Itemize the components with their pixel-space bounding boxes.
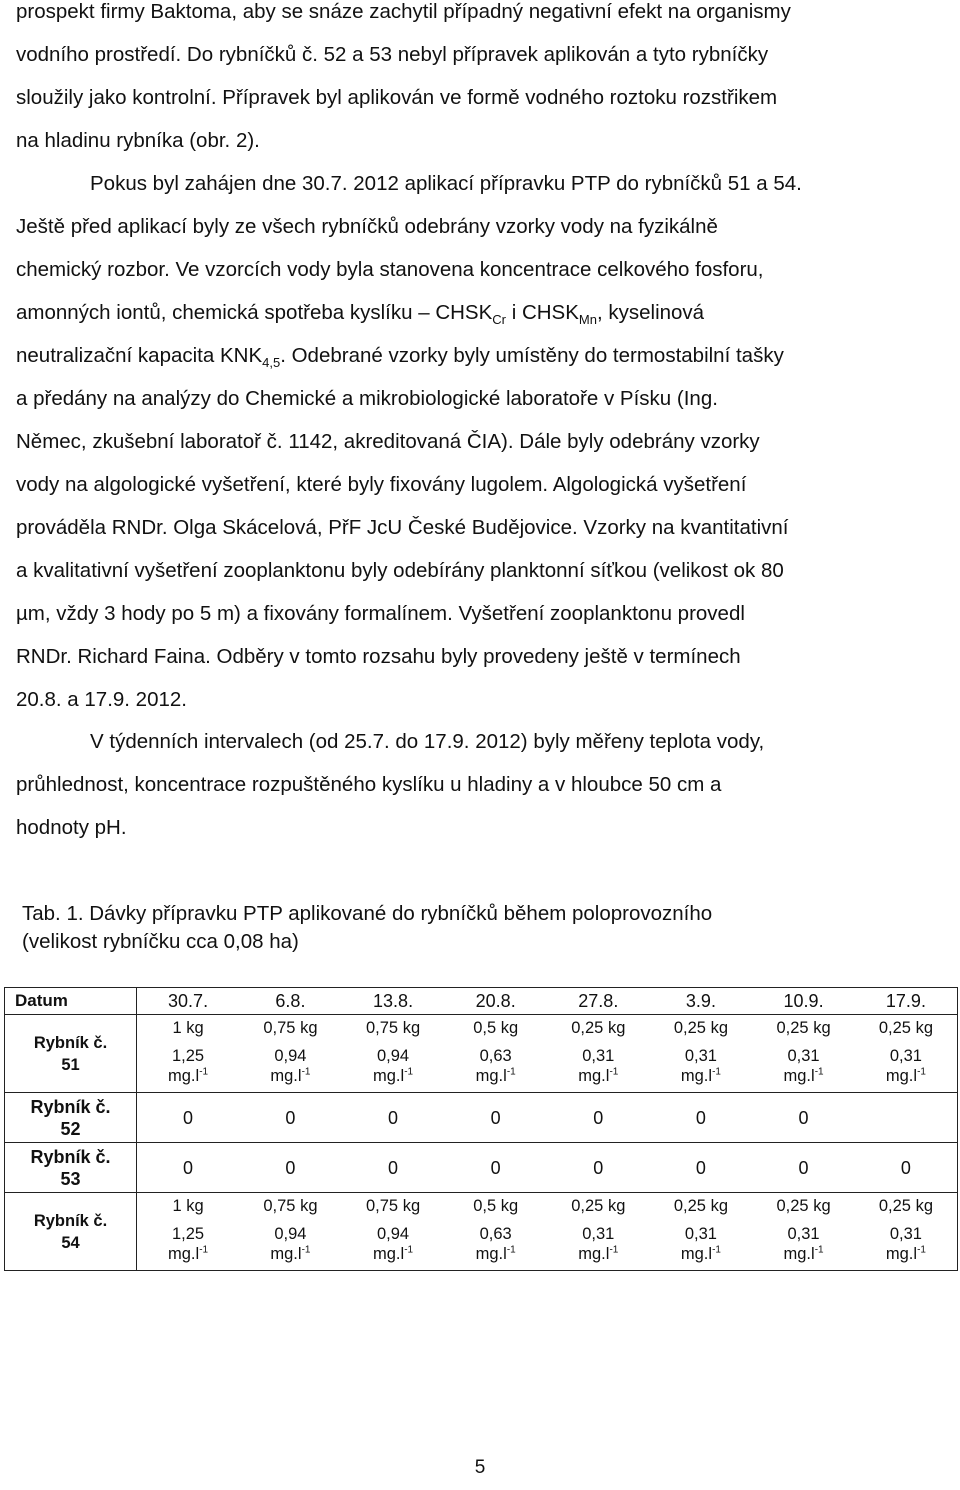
dose-zero-cell: 0 (444, 1093, 547, 1143)
conc-unit: $mg.l^{-1}$ (680, 1066, 721, 1086)
dose-zero-cell: 0 (239, 1143, 342, 1193)
conc-unit: $mg.l^{-1}$ (783, 1244, 824, 1264)
dose-zero-cell: 0 (342, 1093, 445, 1143)
text-line: a předány na analýzy do Chemické a mikrobiologické laboratoře v Písku (Ing. (16, 387, 718, 410)
dose-conc-cell (342, 1041, 445, 1093)
conc-value: 0,94 (274, 1047, 307, 1066)
conc-unit: $mg.l^{-1}$ (168, 1244, 209, 1264)
dose-kg-cell: 0,5 kg (444, 1193, 547, 1219)
conc-value: 0,94 (377, 1225, 410, 1244)
conc-unit: $mg.l^{-1}$ (475, 1066, 516, 1086)
row-label-pond-53 (5, 1143, 137, 1193)
dose-zero-cell: 0 (650, 1143, 753, 1193)
dose-zero-cell (855, 1093, 958, 1143)
row-label-line: 54 (61, 1233, 80, 1252)
dose-conc-cell (752, 1219, 855, 1271)
conc-unit: $mg.l^{-1}$ (885, 1066, 926, 1086)
text-line: chemický rozbor. Ve vzorcích vody byla stanovena koncentrace celkového fosforu, (16, 258, 764, 281)
table-row (5, 1041, 958, 1093)
paragraph-methods (16, 0, 955, 721)
text-line: vodního prostředí. Do rybníčků č. 52 a 53 nebyl přípravek aplikován a tyto rybníčky (16, 43, 769, 66)
dose-conc-cell (650, 1041, 753, 1093)
dose-kg-cell: 0,25 kg (650, 1193, 753, 1219)
text-span: , kyselinová (596, 301, 705, 324)
table-caption (22, 900, 922, 956)
text-line: vody na algologické vyšetření, které byly fixovány lugolem. Algologická vyšetření (16, 473, 747, 496)
dose-conc-cell (650, 1219, 753, 1271)
date-header: 13.8. (342, 988, 445, 1015)
conc-value: 0,31 (582, 1047, 615, 1066)
conc-value: 0,31 (684, 1047, 717, 1066)
conc-unit: $mg.l^{-1}$ (373, 1244, 414, 1264)
paragraph-measurements (16, 720, 955, 849)
text-line (16, 334, 955, 377)
text-line: prospekt firmy Baktoma, aby se snáze zachytil případný negativní efekt na organismy (16, 0, 791, 23)
dose-conc-cell (855, 1219, 958, 1271)
table-header-row (5, 988, 958, 1015)
text-line (16, 291, 955, 334)
conc-unit: $mg.l^{-1}$ (475, 1244, 516, 1264)
conc-unit: $mg.l^{-1}$ (578, 1244, 619, 1264)
date-header: 20.8. (444, 988, 547, 1015)
dose-kg-cell: 0,25 kg (547, 1193, 650, 1219)
dose-conc-cell (137, 1041, 240, 1093)
dose-kg-cell: 1 kg (137, 1193, 240, 1219)
conc-unit: $mg.l^{-1}$ (270, 1066, 311, 1086)
dose-kg-cell: 0,25 kg (776, 1018, 831, 1037)
text-line: RNDr. Richard Faina. Odběry v tomto rozsahu byly provedeny ještě v termínech (16, 645, 741, 668)
dose-conc-cell (342, 1219, 445, 1271)
table-row (5, 1193, 958, 1219)
conc-value: 0,31 (889, 1225, 922, 1244)
conc-value: 0,94 (377, 1047, 410, 1066)
subscript: Cr (492, 312, 506, 328)
dose-zero-cell: 0 (752, 1143, 855, 1193)
text-line: hodnoty pH. (16, 816, 127, 839)
table-row (5, 1093, 958, 1143)
text-span: Pokus byl zahájen dne 30.7. 2012 aplikací přípravku PTP do rybníčků 51 a 54. (90, 172, 802, 195)
dose-kg-cell: 0,25 kg (752, 1193, 855, 1219)
dose-conc-cell (239, 1041, 342, 1093)
row-label-line: 51 (61, 1055, 80, 1074)
conc-value: 0,94 (274, 1225, 307, 1244)
dose-zero-cell: 0 (137, 1143, 240, 1193)
date-header: 6.8. (239, 988, 342, 1015)
row-label-line: 52 (60, 1118, 81, 1139)
conc-value: 0,31 (787, 1047, 820, 1066)
date-header: 30.7. (137, 988, 240, 1015)
conc-value: 0,31 (787, 1225, 820, 1244)
conc-unit: $mg.l^{-1}$ (270, 1244, 311, 1264)
text-line: průhlednost, koncentrace rozpuštěného kyslíku u hladiny a v hloubce 50 cm a (16, 773, 722, 796)
dose-conc-cell (547, 1041, 650, 1093)
date-header: 10.9. (752, 988, 855, 1015)
dose-conc-cell (855, 1041, 958, 1093)
subscript: Mn (578, 312, 597, 328)
dose-zero-cell: 0 (650, 1093, 753, 1143)
subscript: 4,5 (262, 355, 281, 371)
conc-value: 1,25 (172, 1047, 205, 1066)
header-date-label: Datum (5, 988, 137, 1015)
dose-conc-cell (137, 1219, 240, 1271)
text-line: Němec, zkušební laboratoř č. 1142, akreditovaná ČIA). Dále byly odebrány vzorky (16, 430, 760, 453)
text-span: neutralizační kapacita KNK (16, 344, 263, 367)
conc-unit: $mg.l^{-1}$ (885, 1244, 926, 1264)
row-label-pond-54 (5, 1193, 137, 1271)
row-label-pond-52 (5, 1093, 137, 1143)
dose-conc-cell (239, 1219, 342, 1271)
dose-kg-cell: 0,25 kg (673, 1018, 728, 1037)
dose-kg-cell: 0,75 kg (263, 1018, 318, 1037)
text-line: a kvalitativní vyšetření zooplanktonu byly odebírány planktonní síťkou (velikost ok 80 (16, 559, 784, 582)
dose-zero-cell: 0 (855, 1143, 958, 1193)
dose-kg-cell: 0,75 kg (239, 1193, 342, 1219)
dose-conc-cell (752, 1041, 855, 1093)
dose-zero-cell: 0 (547, 1093, 650, 1143)
text-line: na hladinu rybníka (obr. 2). (16, 129, 260, 152)
caption-line: Tab. 1. Dávky přípravku PTP aplikované do rybníčků během poloprovozního (22, 902, 713, 925)
dose-kg-cell: 0,25 kg (855, 1193, 958, 1219)
date-header: 27.8. (547, 988, 650, 1015)
dose-kg-cell: 0,25 kg (571, 1018, 626, 1037)
conc-unit: $mg.l^{-1}$ (373, 1066, 414, 1086)
conc-unit: $mg.l^{-1}$ (783, 1066, 824, 1086)
conc-unit: $mg.l^{-1}$ (578, 1066, 619, 1086)
dose-kg-cell: 0,75 kg (366, 1018, 421, 1037)
text-line (16, 162, 955, 205)
caption-line: (velikost rybníčku cca 0,08 ha) (22, 930, 299, 953)
dose-zero-cell: 0 (752, 1093, 855, 1143)
row-label-line: Rybník č. (30, 1146, 111, 1167)
conc-unit: $mg.l^{-1}$ (168, 1066, 209, 1086)
conc-value: 0,31 (684, 1225, 717, 1244)
row-label-line: Rybník č. (33, 1033, 108, 1052)
row-label-line: Rybník č. (33, 1211, 108, 1230)
table-row (5, 1219, 958, 1271)
dose-zero-cell: 0 (444, 1143, 547, 1193)
dose-zero-cell: 0 (239, 1093, 342, 1143)
dose-kg-cell: 1 kg (172, 1018, 204, 1037)
dose-zero-cell: 0 (137, 1093, 240, 1143)
text-span: amonných iontů, chemická spotřeba kyslíku – CHSK (16, 301, 493, 324)
date-header: 17.9. (855, 988, 958, 1015)
row-label-line: Rybník č. (30, 1096, 111, 1117)
text-line (16, 720, 955, 763)
conc-value: 0,31 (889, 1047, 922, 1066)
text-span: V týdenních intervalech (od 25.7. do 17.9. 2012) byly měřeny teplota vody, (90, 730, 765, 753)
row-label-pond-51 (5, 1015, 137, 1093)
text-line: sloužily jako kontrolní. Přípravek byl aplikován ve formě vodného roztoku rozstřikem (16, 86, 778, 109)
dose-kg-cell: 0,75 kg (342, 1193, 445, 1219)
dose-zero-cell: 0 (342, 1143, 445, 1193)
conc-value: 0,63 (479, 1047, 512, 1066)
dose-conc-cell (444, 1041, 547, 1093)
conc-value: 0,31 (582, 1225, 615, 1244)
row-label-line: 53 (60, 1168, 81, 1189)
text-span: i CHSK (506, 301, 579, 324)
conc-unit: $mg.l^{-1}$ (680, 1244, 721, 1264)
text-line: µm, vždy 3 hody po 5 m) a fixovány formalínem. Vyšetření zooplanktonu provedl (16, 602, 745, 625)
dose-table (4, 987, 958, 1271)
dose-zero-cell: 0 (547, 1143, 650, 1193)
page-number: 5 (474, 1457, 486, 1478)
text-span: . Odebrané vzorky byly umístěny do termostabilní tašky (280, 344, 784, 367)
text-line: prováděla RNDr. Olga Skácelová, PřF JcU České Budějovice. Vzorky na kvantitativní (16, 516, 789, 539)
dose-conc-cell (547, 1219, 650, 1271)
text-line: Ještě před aplikací byly ze všech rybníčků odebrány vzorky vody na fyzikálně (16, 215, 718, 238)
text-line: 20.8. a 17.9. 2012. (16, 688, 187, 711)
conc-value: 1,25 (172, 1225, 205, 1244)
dose-kg-cell: 0,25 kg (878, 1018, 933, 1037)
table-row (5, 1015, 958, 1041)
dose-conc-cell (444, 1219, 547, 1271)
dose-kg-cell: 0,5 kg (473, 1018, 519, 1037)
date-header: 3.9. (650, 988, 753, 1015)
conc-value: 0,63 (479, 1225, 512, 1244)
table-row (5, 1143, 958, 1193)
